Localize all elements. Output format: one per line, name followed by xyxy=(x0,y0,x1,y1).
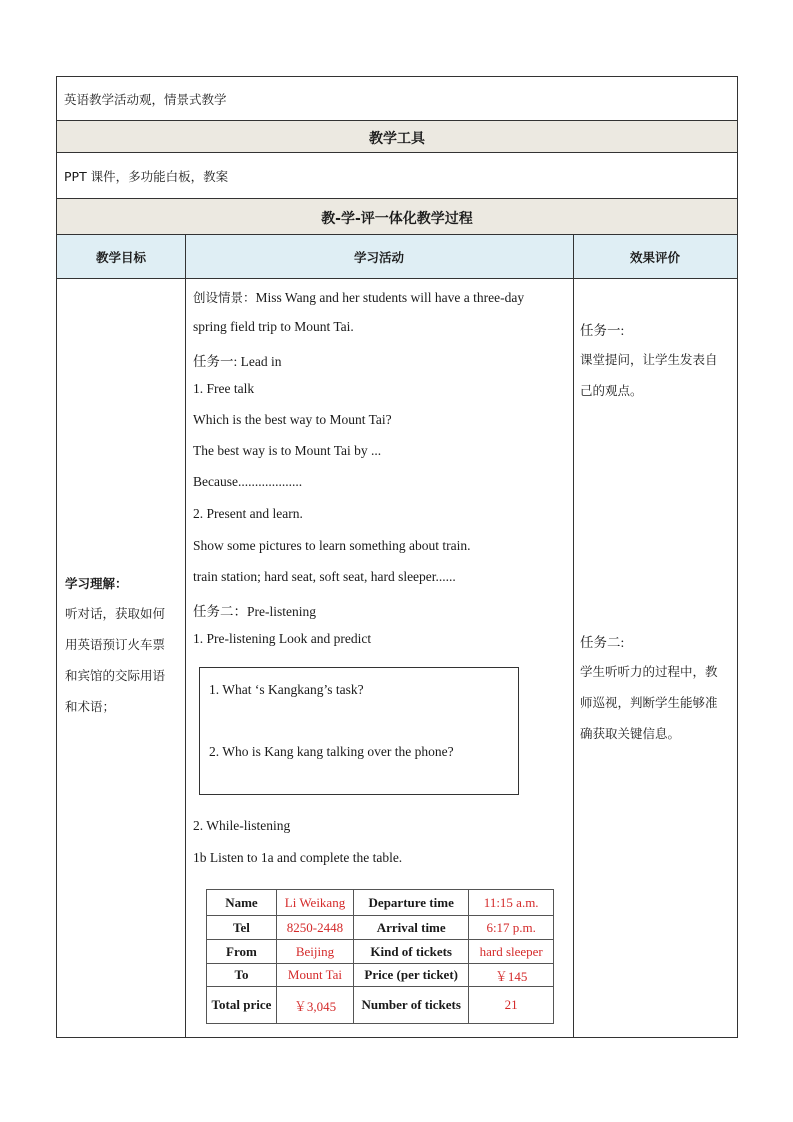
ticket-field-value: ￥3,045 xyxy=(276,987,353,1024)
show-line: Show some pictures to learn something about train. xyxy=(193,538,471,553)
eval-task2-label: 任务二: xyxy=(580,635,625,650)
ticket-field-value: 6:17 p.m. xyxy=(469,916,554,940)
ticket-field-value: hard sleeper xyxy=(469,940,554,964)
because-line: Because................... xyxy=(193,474,303,489)
header-eval: 效果评价 xyxy=(629,250,680,265)
scene-text: Miss Wang and her students will have a three-day xyxy=(255,290,525,305)
ticket-field-label: Tel xyxy=(207,916,277,940)
tools-row xyxy=(57,153,737,199)
ticket-field-value: 11:15 a.m. xyxy=(469,890,554,916)
header-goal: 教学目标 xyxy=(95,250,146,265)
ticket-field-label: Total price xyxy=(207,987,277,1024)
process-title: 教-学-评一体化教学过程 xyxy=(321,211,473,227)
column-header-row xyxy=(57,235,737,279)
scene-label: 创设情景： xyxy=(193,290,256,305)
tools-title: 教学工具 xyxy=(369,131,425,147)
eval-line: 确获取关键信息。 xyxy=(580,726,681,741)
process-title-row xyxy=(57,199,737,235)
ticket-field-label: Price (per ticket) xyxy=(354,964,469,987)
task2-heading: 任务二：Pre-listening xyxy=(193,604,316,619)
ticket-field-label: To xyxy=(207,964,277,987)
eval-line: 课堂提问，让学生发表自 xyxy=(580,352,718,367)
ticket-table-row xyxy=(207,940,554,964)
prelisten-line: 1. Pre-listening Look and predict xyxy=(193,631,372,646)
goal-line: 和宾馆的交际用语 xyxy=(65,668,166,683)
approach-text: 英语教学活动观，情景式教学 xyxy=(64,92,227,107)
tools-text: PPT 课件，多功能白板，教案 xyxy=(64,169,229,184)
column-divider xyxy=(573,235,574,1037)
present-line: 2. Present and learn. xyxy=(193,506,303,521)
vocab-line: train station; hard seat, soft seat, hard sleeper...... xyxy=(193,569,456,584)
eval-line: 己的观点。 xyxy=(580,383,643,398)
ticket-field-label: Name xyxy=(207,890,277,916)
eval-task1-label: 任务一: xyxy=(580,323,625,338)
ticket-field-value: ￥145 xyxy=(469,964,554,987)
ticket-table-row xyxy=(207,890,554,916)
free-talk: 1. Free talk xyxy=(193,381,255,396)
ticket-field-value: 8250-2448 xyxy=(276,916,353,940)
eval-line: 学生听听力的过程中，教 xyxy=(580,664,718,679)
box-question: 2. Who is Kang kang talking over the phone? xyxy=(209,744,454,759)
ticket-field-value: Mount Tai xyxy=(276,964,353,987)
tools-title-row xyxy=(57,121,737,153)
header-activity: 学习活动 xyxy=(353,250,404,265)
goal-line: 用英语预订火车票 xyxy=(65,637,166,652)
approach-row xyxy=(57,77,737,121)
goal-line: 和术语； xyxy=(65,699,116,714)
prediction-box xyxy=(199,667,519,795)
column-divider xyxy=(185,235,186,1037)
question-line: Which is the best way to Mount Tai? xyxy=(193,412,392,427)
goal-title: 学习理解： xyxy=(65,576,128,591)
ticket-table-row xyxy=(207,987,554,1024)
box-question: 1. What ‘s Kangkang’s task? xyxy=(209,682,364,697)
while-listening-line: 2. While-listening xyxy=(193,818,291,833)
task1-heading: 任务一: Lead in xyxy=(193,354,282,369)
ticket-field-value: 21 xyxy=(469,987,554,1024)
scene-line xyxy=(193,288,524,306)
ticket-field-value: Beijing xyxy=(276,940,353,964)
answer-line: The best way is to Mount Tai by ... xyxy=(193,443,382,458)
listen-instruction: 1b Listen to 1a and complete the table. xyxy=(193,850,403,865)
ticket-field-label: From xyxy=(207,940,277,964)
ticket-table-row xyxy=(207,964,554,987)
ticket-field-value: Li Weikang xyxy=(276,890,353,916)
ticket-field-label: Arrival time xyxy=(354,916,469,940)
ticket-field-label: Kind of tickets xyxy=(354,940,469,964)
ticket-table xyxy=(206,889,554,1024)
ticket-field-label: Departure time xyxy=(354,890,469,916)
goal-line: 听对话，获取如何 xyxy=(65,606,166,621)
lesson-plan-table xyxy=(56,76,738,1038)
scene-line-2: spring field trip to Mount Tai. xyxy=(193,319,354,334)
eval-line: 师巡视，判断学生能够准 xyxy=(580,695,718,710)
ticket-table-row xyxy=(207,916,554,940)
ticket-field-label: Number of tickets xyxy=(354,987,469,1024)
